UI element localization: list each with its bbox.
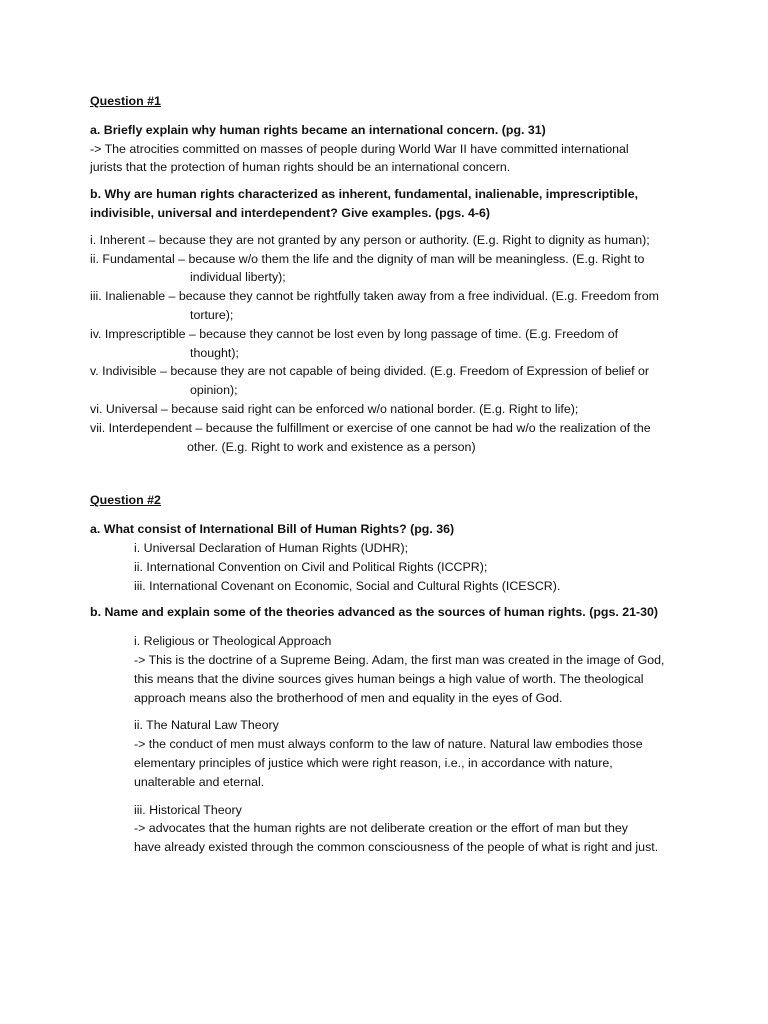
list-item: [90, 325, 690, 363]
item-continuation: individual liberty);: [190, 270, 286, 285]
list-item: [90, 287, 690, 325]
list-item: [90, 362, 690, 400]
theory-line: elementary principles of justice which were right reason, i.e., in accordance with nature,: [134, 755, 613, 770]
q1-part-b-question: [90, 185, 690, 223]
theory-title: i. Religious or Theological Approach: [134, 634, 332, 649]
theory-line: -> advocates that the human rights are not deliberate creation or the effort of man but they: [134, 821, 628, 836]
item-continuation: other. (E.g. Right to work and existence as a person): [187, 439, 476, 454]
q2-part-b: [90, 603, 690, 857]
item-text: – because they cannot be lost even by long passage of time. (E.g. Freedom of: [185, 326, 619, 341]
item-label: iv. Imprescriptible: [90, 326, 186, 341]
theory-line: unalterable and eternal.: [134, 774, 265, 789]
list-item: [90, 231, 690, 250]
item-label: ii. Fundamental: [90, 251, 175, 266]
list-item: iii. International Covenant on Economic, Social and Cultural Rights (ICESCR).: [134, 578, 561, 593]
q2-part-a: [90, 520, 690, 595]
theory-historical: [134, 801, 690, 857]
q2a-list: [90, 539, 690, 595]
item-label: iii. Inalienable: [90, 289, 166, 304]
theory-natural-law: [134, 716, 690, 791]
item-text: – because they are not capable of being divided. (E.g. Freedom of Expression of belief or: [156, 364, 650, 379]
list-item: ii. International Convention on Civil and Political Rights (ICCPR);: [134, 559, 488, 574]
theory-line: -> This is the doctrine of a Supreme Being. Adam, the first man was created in the image of God,: [134, 652, 665, 667]
item-label: i. Inherent: [90, 232, 146, 247]
q2a-question: a. What consist of International Bill of Human Rights? (pg. 36): [90, 522, 455, 537]
q1b-question-line: indivisible, universal and interdependent? Give examples. (pgs. 4-6): [90, 205, 491, 220]
item-text: – because they are not granted by any person or authority. (E.g. Right to dignity as human);: [145, 232, 650, 247]
theory-line: this means that the divine sources gives human beings a high value of worth. The theological: [134, 671, 644, 686]
question-2-heading: Question #2: [90, 493, 161, 508]
theory-line: have already existed through the common consciousness of the people of what is right and just.: [134, 840, 659, 855]
q1-part-a: [90, 121, 690, 177]
list-item: i. Universal Declaration of Human Rights (UDHR);: [134, 540, 409, 555]
theory-title: iii. Historical Theory: [134, 802, 242, 817]
item-text: – because the fulfillment or exercise of one cannot be had w/o the realization of the: [191, 420, 651, 435]
q1b-question-line: b. Why are human rights characterized as inherent, fundamental, inalienable, imprescriptible,: [90, 187, 639, 202]
q2b-question: b. Name and explain some of the theories advanced as the sources of human rights. (pgs. 21-30): [90, 605, 659, 620]
item-continuation: opinion);: [190, 383, 238, 398]
theory-line: -> the conduct of men must always conform to the law of nature. Natural law embodies those: [134, 737, 643, 752]
list-item: [90, 400, 690, 419]
theory-title: ii. The Natural Law Theory: [134, 718, 279, 733]
item-label: vii. Interdependent: [90, 420, 192, 435]
question-1-heading: Question #1: [90, 94, 161, 108]
item-text: – because they cannot be rightfully taken away from a free individual. (E.g. Freedom from: [165, 289, 659, 304]
list-item: [90, 250, 690, 288]
list-item: [90, 419, 690, 457]
item-continuation: torture);: [190, 307, 234, 322]
item-label: vi. Universal: [90, 401, 158, 416]
theory-religious: [134, 632, 690, 707]
q1a-question: a. Briefly explain why human rights became an international concern. (pg. 31): [90, 122, 546, 137]
item-text: – because w/o them the life and the dignity of man will be meaningless. (E.g. Right to: [174, 251, 645, 266]
q1b-characteristics-list: [90, 231, 690, 457]
q2b-theories: [90, 632, 690, 857]
item-label: v. Indivisible: [90, 364, 157, 379]
theory-line: approach means also the brotherhood of men and equality in the eyes of God.: [134, 690, 563, 705]
item-text: – because said right can be enforced w/o national border. (E.g. Right to life);: [157, 401, 579, 416]
item-continuation: thought);: [190, 345, 239, 360]
q1a-answer-line: -> The atrocities committed on masses of people during World War II have committed international: [90, 141, 629, 156]
document-page: [90, 92, 690, 866]
q1a-answer-line: jurists that the protection of human rights should be an international concern.: [90, 160, 511, 175]
